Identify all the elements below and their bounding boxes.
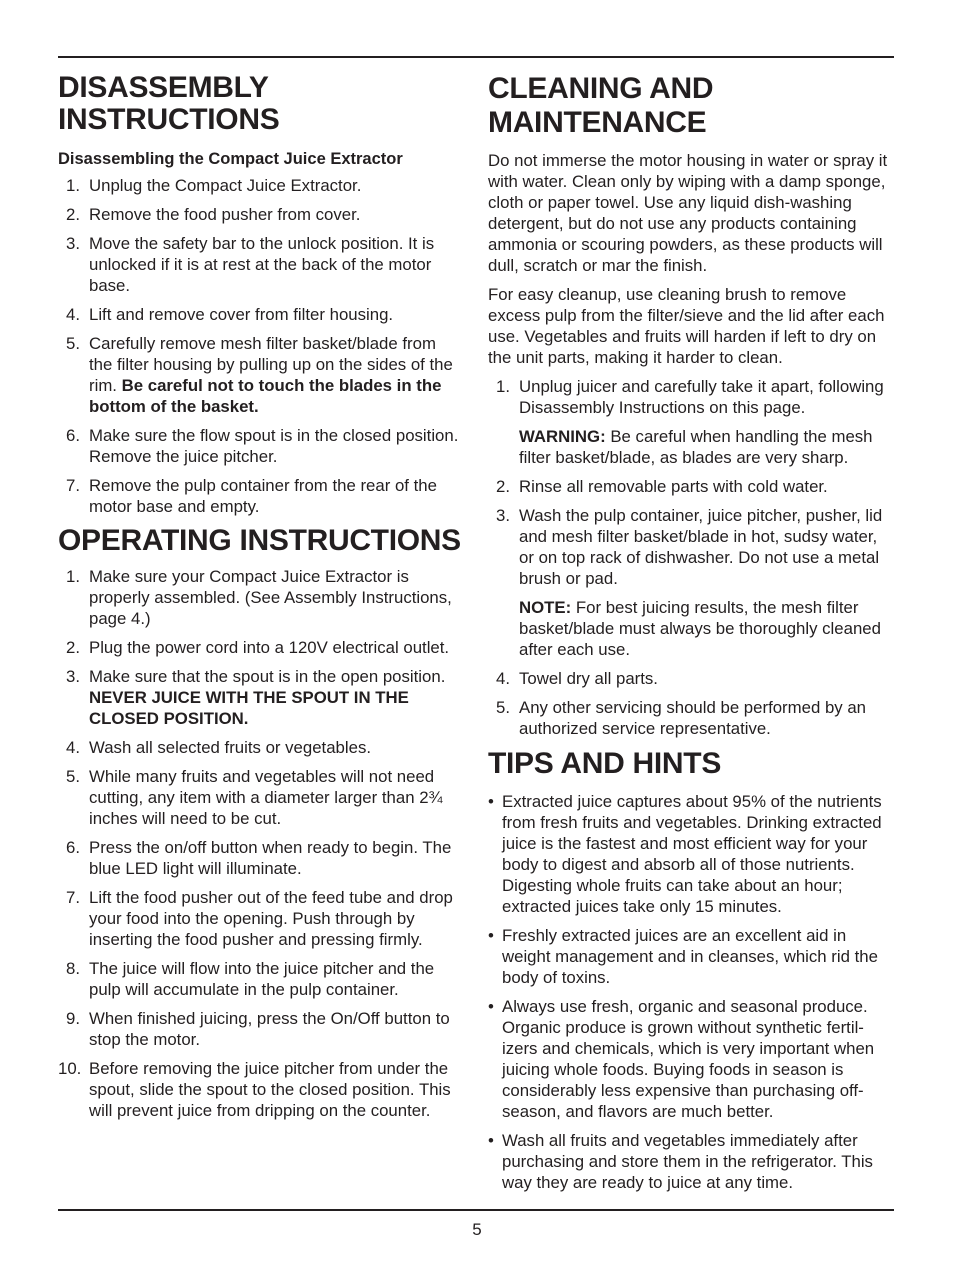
step-number: 1. bbox=[66, 567, 80, 586]
right-column bbox=[488, 72, 892, 1201]
tips-title: TIPS AND HINTS bbox=[488, 747, 722, 780]
step-text: Press the on/off button when ready to begin. The blue LED light will illuminate. bbox=[89, 838, 452, 878]
step-note-label: NOTE: bbox=[519, 598, 572, 617]
step-item bbox=[488, 697, 892, 739]
step-item bbox=[58, 1058, 463, 1121]
step-text: Carefully remove mesh filter basket/blade from the filter housing by pulling up on the sides of the rim. bbox=[89, 334, 453, 395]
step-number: 5. bbox=[496, 698, 510, 717]
step-item bbox=[488, 668, 892, 689]
step-item bbox=[58, 175, 463, 196]
step-item bbox=[58, 425, 463, 467]
cleaning-paragraph-1: Do not immerse the motor housing in water or spray it with water. Clean only by wiping with a damp sponge, cloth or paper towel. Use any liquid dish-washing detergent, but do not use any products containing ammonia or scouring powders, as these products will dull, scratch or mar the finish. bbox=[488, 151, 888, 275]
step-number: 4. bbox=[66, 738, 80, 757]
step-text: Plug the power cord into a 120V electrical outlet. bbox=[89, 638, 450, 657]
step-number: 3. bbox=[66, 667, 80, 686]
left-column bbox=[58, 72, 463, 1129]
step-text: Any other servicing should be performed by an authorized service representative. bbox=[519, 698, 867, 738]
step-number: 8. bbox=[66, 959, 80, 978]
step-number: 7. bbox=[66, 888, 80, 907]
operating-title: OPERATING INSTRUCTIONS bbox=[58, 524, 461, 557]
step-number: 5. bbox=[66, 767, 80, 786]
cleaning-steps bbox=[488, 376, 892, 739]
step-number: 2. bbox=[66, 205, 80, 224]
step-text: Lift and remove cover from filter housing. bbox=[89, 305, 394, 324]
step-text: While many fruits and vegetables will not need cutting, any item with a diameter larger than 2¾ inches will need to be cut. bbox=[89, 767, 443, 828]
page-number: 5 bbox=[472, 1220, 482, 1239]
step-number: 9. bbox=[66, 1009, 80, 1028]
cleaning-paragraph-2: For easy cleanup, use cleaning brush to remove excess pulp from the filter/sieve and the lid after each use. Vegetables and fruits will harden if left to dry on the unit parts, making it harder to clean. bbox=[488, 285, 885, 367]
step-number: 1. bbox=[66, 176, 80, 195]
step-note-label: WARNING: bbox=[519, 427, 606, 446]
operating-steps bbox=[58, 566, 463, 1121]
step-item bbox=[58, 766, 463, 829]
step-item bbox=[58, 204, 463, 225]
step-number: 6. bbox=[66, 838, 80, 857]
step-text: Towel dry all parts. bbox=[519, 669, 658, 688]
top-rule bbox=[58, 56, 894, 58]
step-text: Remove the food pusher from cover. bbox=[89, 205, 361, 224]
step-number: 3. bbox=[66, 234, 80, 253]
step-text: Make sure the flow spout is in the closed position. Remove the juice pitcher. bbox=[89, 426, 459, 466]
step-warning-text: NEVER JUICE WITH THE SPOUT IN THE CLOSED POSITION. bbox=[89, 688, 409, 728]
step-text: The juice will flow into the juice pitcher and the pulp will accumulate in the pulp container. bbox=[89, 959, 435, 999]
step-note bbox=[519, 597, 892, 660]
step-text: Wash the pulp container, juice pitcher, pusher, lid and mesh filter basket/blade in hot, sudsy water, or on top rack of dishwasher. Do not use a metal brush or pad. bbox=[519, 506, 883, 588]
disassembly-steps bbox=[58, 175, 463, 517]
step-item bbox=[58, 1008, 463, 1050]
step-item bbox=[58, 887, 463, 950]
step-item bbox=[58, 566, 463, 629]
step-text: Unplug the Compact Juice Extractor. bbox=[89, 176, 362, 195]
step-text: Remove the pulp container from the rear of the motor base and empty. bbox=[89, 476, 437, 516]
step-text: When finished juicing, press the On/Off button to stop the motor. bbox=[89, 1009, 450, 1049]
step-number: 2. bbox=[496, 477, 510, 496]
step-number: 5. bbox=[66, 334, 80, 353]
step-warning-text: Be careful not to touch the blades in the bottom of the basket. bbox=[89, 376, 442, 416]
bottom-rule bbox=[58, 1209, 894, 1211]
step-number: 4. bbox=[496, 669, 510, 688]
step-text: Make sure that the spout is in the open position. bbox=[89, 667, 446, 686]
step-item bbox=[58, 333, 463, 417]
step-item bbox=[488, 505, 892, 660]
cleaning-title: CLEANING AND MAINTENANCE bbox=[488, 72, 714, 139]
step-text: Lift the food pusher out of the feed tube and drop your food into the opening. Push through by inserting the food pusher and pressing firmly. bbox=[89, 888, 453, 949]
step-number: 4. bbox=[66, 305, 80, 324]
step-number: 6. bbox=[66, 426, 80, 445]
step-text: Rinse all removable parts with cold water. bbox=[519, 477, 828, 496]
step-item bbox=[58, 637, 463, 658]
disassembly-subtitle: Disassembling the Compact Juice Extractor bbox=[58, 150, 403, 168]
step-text: Unplug juicer and carefully take it apart, following Disassembly Instructions on this page. bbox=[519, 377, 884, 417]
step-item bbox=[58, 233, 463, 296]
step-item bbox=[488, 376, 892, 468]
step-item bbox=[58, 666, 463, 729]
step-number: 2. bbox=[66, 638, 80, 657]
step-number: 7. bbox=[66, 476, 80, 495]
step-text: Make sure your Compact Juice Extractor is properly assembled. (See Assembly Instructions, page 4.) bbox=[89, 567, 452, 628]
tip-item: • Wash all fruits and vegetables immediately after purchasing and store them in the refrigerator. This way they are ready to juice at any time. bbox=[488, 1130, 892, 1193]
step-item bbox=[58, 475, 463, 517]
step-item bbox=[58, 958, 463, 1000]
disassembly-title: DISASSEMBLY INSTRUCTIONS bbox=[58, 71, 280, 136]
step-note-text: Be careful when handling the mesh filter basket/blade, as blades are very sharp. bbox=[519, 427, 873, 467]
tip-item: • Extracted juice captures about 95% of the nutrients from fresh fruits and vegetables. Drinking extracted juice is the fastest and most efficient way for your body to digest and absorb all of those nutrients. Digesting whole fruits can take about an hour; extracted juices take only 15 minutes. bbox=[488, 791, 892, 917]
tips-list bbox=[488, 791, 892, 1193]
step-number: 1. bbox=[496, 377, 510, 396]
step-item bbox=[58, 304, 463, 325]
step-number: 10. bbox=[58, 1059, 82, 1078]
step-text: Before removing the juice pitcher from under the spout, slide the spout to the closed position. This will prevent juice from dripping on the counter. bbox=[89, 1059, 451, 1120]
step-item bbox=[488, 476, 892, 497]
tip-item: • Always use fresh, organic and seasonal produce. Organic produce is grown without synthetic fertil-izers and chemicals, which is very important when juicing whole foods. Buying foods in season is considerably less expensive than purchasing off-season, and flavors are much better. bbox=[488, 996, 892, 1122]
step-item bbox=[58, 837, 463, 879]
step-text: Wash all selected fruits or vegetables. bbox=[89, 738, 371, 757]
step-text: Move the safety bar to the unlock position. It is unlocked if it is at rest at the back of the motor base. bbox=[89, 234, 435, 295]
step-note bbox=[519, 426, 892, 468]
step-number: 3. bbox=[496, 506, 510, 525]
step-item bbox=[58, 737, 463, 758]
tip-item: • Freshly extracted juices are an excellent aid in weight management and in cleanses, which rid the body of toxins. bbox=[488, 925, 892, 988]
step-note-text: For best juicing results, the mesh filter basket/blade must always be thoroughly cleaned after each use. bbox=[519, 598, 881, 659]
